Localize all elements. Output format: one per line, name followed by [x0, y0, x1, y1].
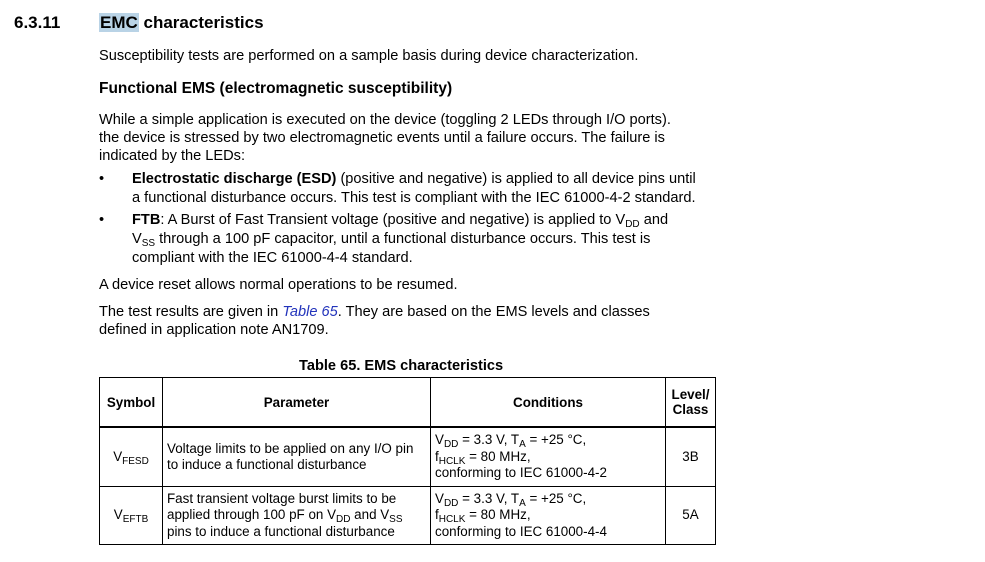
cond-text: V: [435, 490, 444, 506]
header-class: Class: [672, 402, 709, 417]
level-cell: 5A: [666, 487, 716, 545]
parameter-text: and V: [350, 507, 390, 523]
bullet-marker: •: [99, 171, 105, 187]
ems-table: [99, 377, 716, 545]
cond-text: V: [435, 432, 444, 448]
cond-sub: A: [519, 439, 526, 451]
section-title: [99, 13, 264, 33]
cond-sub: HCLK: [438, 455, 466, 467]
intro-paragraph: Susceptibility tests are performed on a sample basis during device characterization.: [99, 48, 639, 64]
header-level-class: [666, 378, 716, 428]
header-level: Level/: [671, 387, 710, 402]
cond-text: = 3.3 V, T: [458, 490, 520, 506]
symbol-main: V: [113, 448, 123, 464]
cond-sub: HCLK: [438, 514, 466, 526]
cond-sub: A: [519, 497, 526, 509]
table-65-link[interactable]: Table 65: [282, 304, 338, 320]
cond-sub: DD: [443, 497, 459, 509]
bullet-text: and: [639, 212, 669, 228]
results-text: The test results are given in: [99, 304, 283, 320]
parameter-cell: [163, 487, 431, 545]
parameter-sub: SS: [389, 514, 403, 526]
parameter-text: applied through 100 pF on V: [167, 507, 336, 523]
results-text: . They are based on the EMS levels and classes: [337, 304, 650, 320]
section-title-rest: characteristics: [138, 13, 264, 32]
conditions-cell: [431, 487, 666, 545]
cond-text: = +25 °C,: [525, 432, 587, 448]
highlighted-word: EMC: [100, 13, 138, 32]
symbol-sub: EFTB: [122, 514, 149, 526]
cond-text: f: [435, 448, 439, 464]
section-number: 6.3.11: [14, 13, 61, 32]
cond-text: f: [435, 507, 439, 523]
cond-text: = +25 °C,: [525, 490, 587, 506]
header-symbol: Symbol: [100, 378, 163, 428]
reset-paragraph: A device reset allows normal operations to be resumed.: [99, 277, 458, 293]
conditions-cell: [431, 427, 666, 487]
symbol-cell: [100, 427, 163, 487]
bullet-text: (positive and negative) is applied to all device pins until: [336, 171, 696, 187]
paragraph-1-line: indicated by the LEDs:: [99, 148, 246, 164]
subscript: DD: [625, 219, 640, 230]
table-row: [100, 427, 716, 487]
parameter-cell: [163, 427, 431, 487]
symbol-main: V: [113, 507, 123, 523]
bullet-text: V: [132, 231, 142, 247]
bullet-ftb: [132, 211, 732, 268]
cond-text: conforming to IEC 61000-4-2: [435, 465, 607, 481]
cond-text: = 80 MHz,: [465, 507, 531, 523]
header-conditions: Conditions: [431, 378, 666, 428]
paragraph-1-line: While a simple application is executed on the device (toggling 2 LEDs through I/O ports).: [99, 112, 671, 128]
subscript: SS: [141, 238, 156, 249]
bullet-text: : A Burst of Fast Transient voltage (positive and negative) is applied to V: [160, 212, 626, 228]
bullet-bold: FTB: [132, 212, 161, 228]
bullet-text: through a 100 pF capacitor, until a functional disturbance occurs. This test is: [155, 231, 651, 247]
cond-text: = 80 MHz,: [465, 448, 531, 464]
bullet-esd: [132, 170, 732, 208]
cond-text: = 3.3 V, T: [458, 432, 520, 448]
results-paragraph: [99, 303, 650, 339]
parameter-sub: DD: [336, 514, 351, 526]
table-caption: Table 65. EMS characteristics: [299, 358, 504, 374]
cond-text: conforming to IEC 61000-4-4: [435, 523, 607, 539]
level-cell: 3B: [666, 427, 716, 487]
symbol-sub: FESD: [122, 455, 149, 467]
table-header-row: [100, 378, 716, 428]
symbol-cell: [100, 487, 163, 545]
parameter-line: Fast transient voltage burst limits to be: [167, 490, 397, 506]
parameter-line: Voltage limits to be applied on any I/O pin: [167, 440, 414, 456]
bullet-marker: •: [99, 212, 105, 228]
table-row: [100, 487, 716, 545]
paragraph-1-line: the device is stressed by two electromagnetic events until a failure occurs. The failure is: [99, 130, 665, 146]
bullet-text: compliant with the IEC 61000-4-4 standard.: [132, 250, 413, 266]
bullet-text: a functional disturbance occurs. This test is compliant with the IEC 61000-4-2 standard.: [132, 190, 696, 206]
parameter-line: pins to induce a functional disturbance: [167, 523, 395, 539]
results-text: defined in application note AN1709.: [99, 322, 329, 338]
parameter-line: to induce a functional disturbance: [167, 457, 367, 472]
header-parameter: Parameter: [163, 378, 431, 428]
subheading: Functional EMS (electromagnetic susceptibility): [99, 80, 453, 97]
cond-sub: DD: [443, 439, 459, 451]
bullet-bold: Electrostatic discharge (ESD): [132, 171, 337, 187]
paragraph-1: [99, 111, 671, 165]
